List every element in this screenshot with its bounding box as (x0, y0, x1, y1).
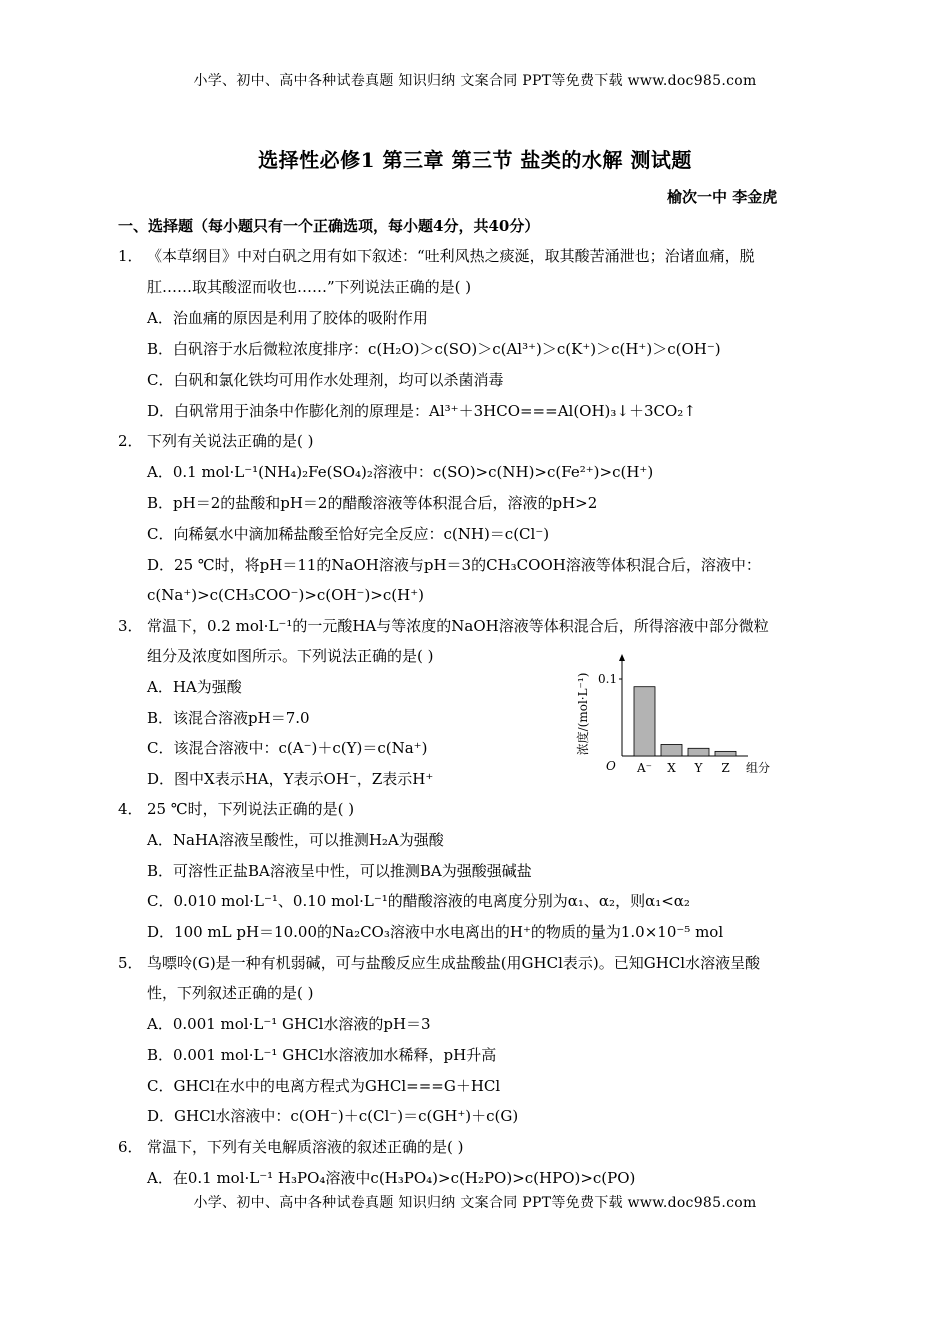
author: 榆次一中 李金虎 (667, 188, 778, 206)
question-stem: 《本草纲目》中对白矾之用有如下叙述：“吐利风热之痰涎，取其酸苦涌泄也；治诸血痛，脱 (147, 247, 755, 265)
option-a: A．在0.1 mol·L⁻¹ H₃PO₄溶液中c(H₃PO₄)>c(H₂PO)>c(HPO)>c(PO) (147, 1169, 636, 1187)
question-stem: 组分及浓度如图所示。下列说法正确的是( ) (147, 647, 434, 665)
bar-1 (661, 744, 682, 756)
option-b: B．白矾溶于水后微粒浓度排序：c(H₂O)＞c(SO)＞c(Al³⁺)＞c(K⁺)＞c(H⁺)＞c(OH⁻) (147, 340, 721, 358)
option-d: D．图中X表示HA，Y表示OH⁻，Z表示H⁺ (147, 770, 434, 788)
section-heading: 一、选择题（每小题只有一个正确选项，每小题4分，共40分） (118, 217, 540, 235)
x-tick-label: X (667, 761, 676, 775)
option-c: C．向稀氨水中滴加稀盐酸至恰好完全反应：c(NH)＝c(Cl⁻) (147, 525, 550, 543)
question-stem: 下列有关说法正确的是( ) (147, 432, 314, 450)
bar-0 (634, 687, 655, 756)
page-header: 小学、初中、高中各种试卷真题 知识归纳 文案合同 PPT等免费下载 www.doc985.com (193, 73, 757, 89)
option-d: D．白矾常用于油条中作膨化剂的原理是：Al³⁺＋3HCO===Al(OH)₃↓＋3CO₂↑ (147, 402, 696, 420)
question-number: 6． (118, 1138, 143, 1156)
option-c: C．0.010 mol·L⁻¹、0.10 mol·L⁻¹的醋酸溶液的电离度分别为α₁、α₂，则α₁<α₂ (147, 892, 690, 910)
bar-3 (715, 751, 736, 756)
option-a: A．0.1 mol·L⁻¹(NH₄)₂Fe(SO₄)₂溶液中：c(SO)>c(NH)>c(Fe²⁺)>c(H⁺) (147, 463, 654, 481)
x-tick-label: Z (721, 761, 730, 775)
question-stem: 常温下，下列有关电解质溶液的叙述正确的是( ) (147, 1138, 464, 1156)
option-b: B．0.001 mol·L⁻¹ GHCl水溶液加水稀释，pH升高 (147, 1046, 497, 1064)
bar-2 (688, 748, 709, 756)
x-tick-label: A⁻ (637, 761, 652, 775)
option-b: B．可溶性正盐BA溶液呈中性，可以推测BA为强酸强碱盐 (147, 862, 532, 880)
question-number: 4． (118, 800, 143, 818)
option-c: C．该混合溶液中：c(A⁻)＋c(Y)＝c(Na⁺) (147, 739, 428, 757)
option-a: A．治血痛的原因是利用了胶体的吸附作用 (147, 309, 428, 327)
concentration-bar-chart (570, 652, 785, 780)
question-stem: 鸟嘌呤(G)是一种有机弱碱，可与盐酸反应生成盐酸盐(用GHCl表示)。已知GHCl水溶液呈酸 (147, 954, 761, 972)
question-stem: 性，下列叙述正确的是( ) (147, 984, 314, 1002)
page-footer: 小学、初中、高中各种试卷真题 知识归纳 文案合同 PPT等免费下载 www.doc985.com (193, 1195, 757, 1211)
question-number: 1． (118, 247, 143, 265)
option-d: D．25 ℃时，将pH＝11的NaOH溶液与pH＝3的CH₃COOH溶液等体积混合后，溶液中： (147, 556, 761, 574)
option-d: D．GHCl水溶液中：c(OH⁻)＋c(Cl⁻)＝c(GH⁺)＋c(G) (147, 1107, 519, 1125)
option-c: C．GHCl在水中的电离方程式为GHCl===G＋HCl (147, 1077, 501, 1095)
chart-origin: O (606, 759, 616, 773)
option-d: D．100 mL pH＝10.00的Na₂CO₃溶液中水电离出的H⁺的物质的量为1.0×10⁻⁵ mol (147, 923, 724, 941)
chart-xlabel: 组分 (746, 761, 771, 775)
question-stem: 常温下，0.2 mol·L⁻¹的一元酸HA与等浓度的NaOH溶液等体积混合后，所得溶液中部分微粒 (147, 617, 769, 635)
option-a: A．HA为强酸 (147, 678, 242, 696)
question-stem: 肛……取其酸涩而收也……”下列说法正确的是( ) (147, 278, 472, 296)
x-tick-label: Y (694, 761, 703, 775)
option-d-continued: c(Na⁺)>c(CH₃COO⁻)>c(OH⁻)>c(H⁺) (147, 586, 424, 604)
option-b: B．该混合溶液pH＝7.0 (147, 709, 310, 727)
option-a: A．NaHA溶液呈酸性，可以推测H₂A为强酸 (147, 831, 444, 849)
question-number: 5． (118, 954, 143, 972)
y-axis-arrow (619, 654, 625, 661)
question-number: 2． (118, 432, 143, 450)
question-number: 3． (118, 617, 143, 635)
page-title: 选择性必修1 第三章 第三节 盐类的水解 测试题 (258, 148, 692, 172)
chart-ylabel: 浓度/(mol·L⁻¹) (576, 672, 590, 756)
option-a: A．0.001 mol·L⁻¹ GHCl水溶液的pH＝3 (147, 1015, 431, 1033)
option-c: C．白矾和氯化铁均可用作水处理剂，均可以杀菌消毒 (147, 371, 504, 389)
question-stem: 25 ℃时，下列说法正确的是( ) (147, 800, 355, 818)
chart-ytick: 0.1 (598, 672, 618, 686)
option-b: B．pH＝2的盐酸和pH＝2的醋酸溶液等体积混合后，溶液的pH>2 (147, 494, 598, 512)
